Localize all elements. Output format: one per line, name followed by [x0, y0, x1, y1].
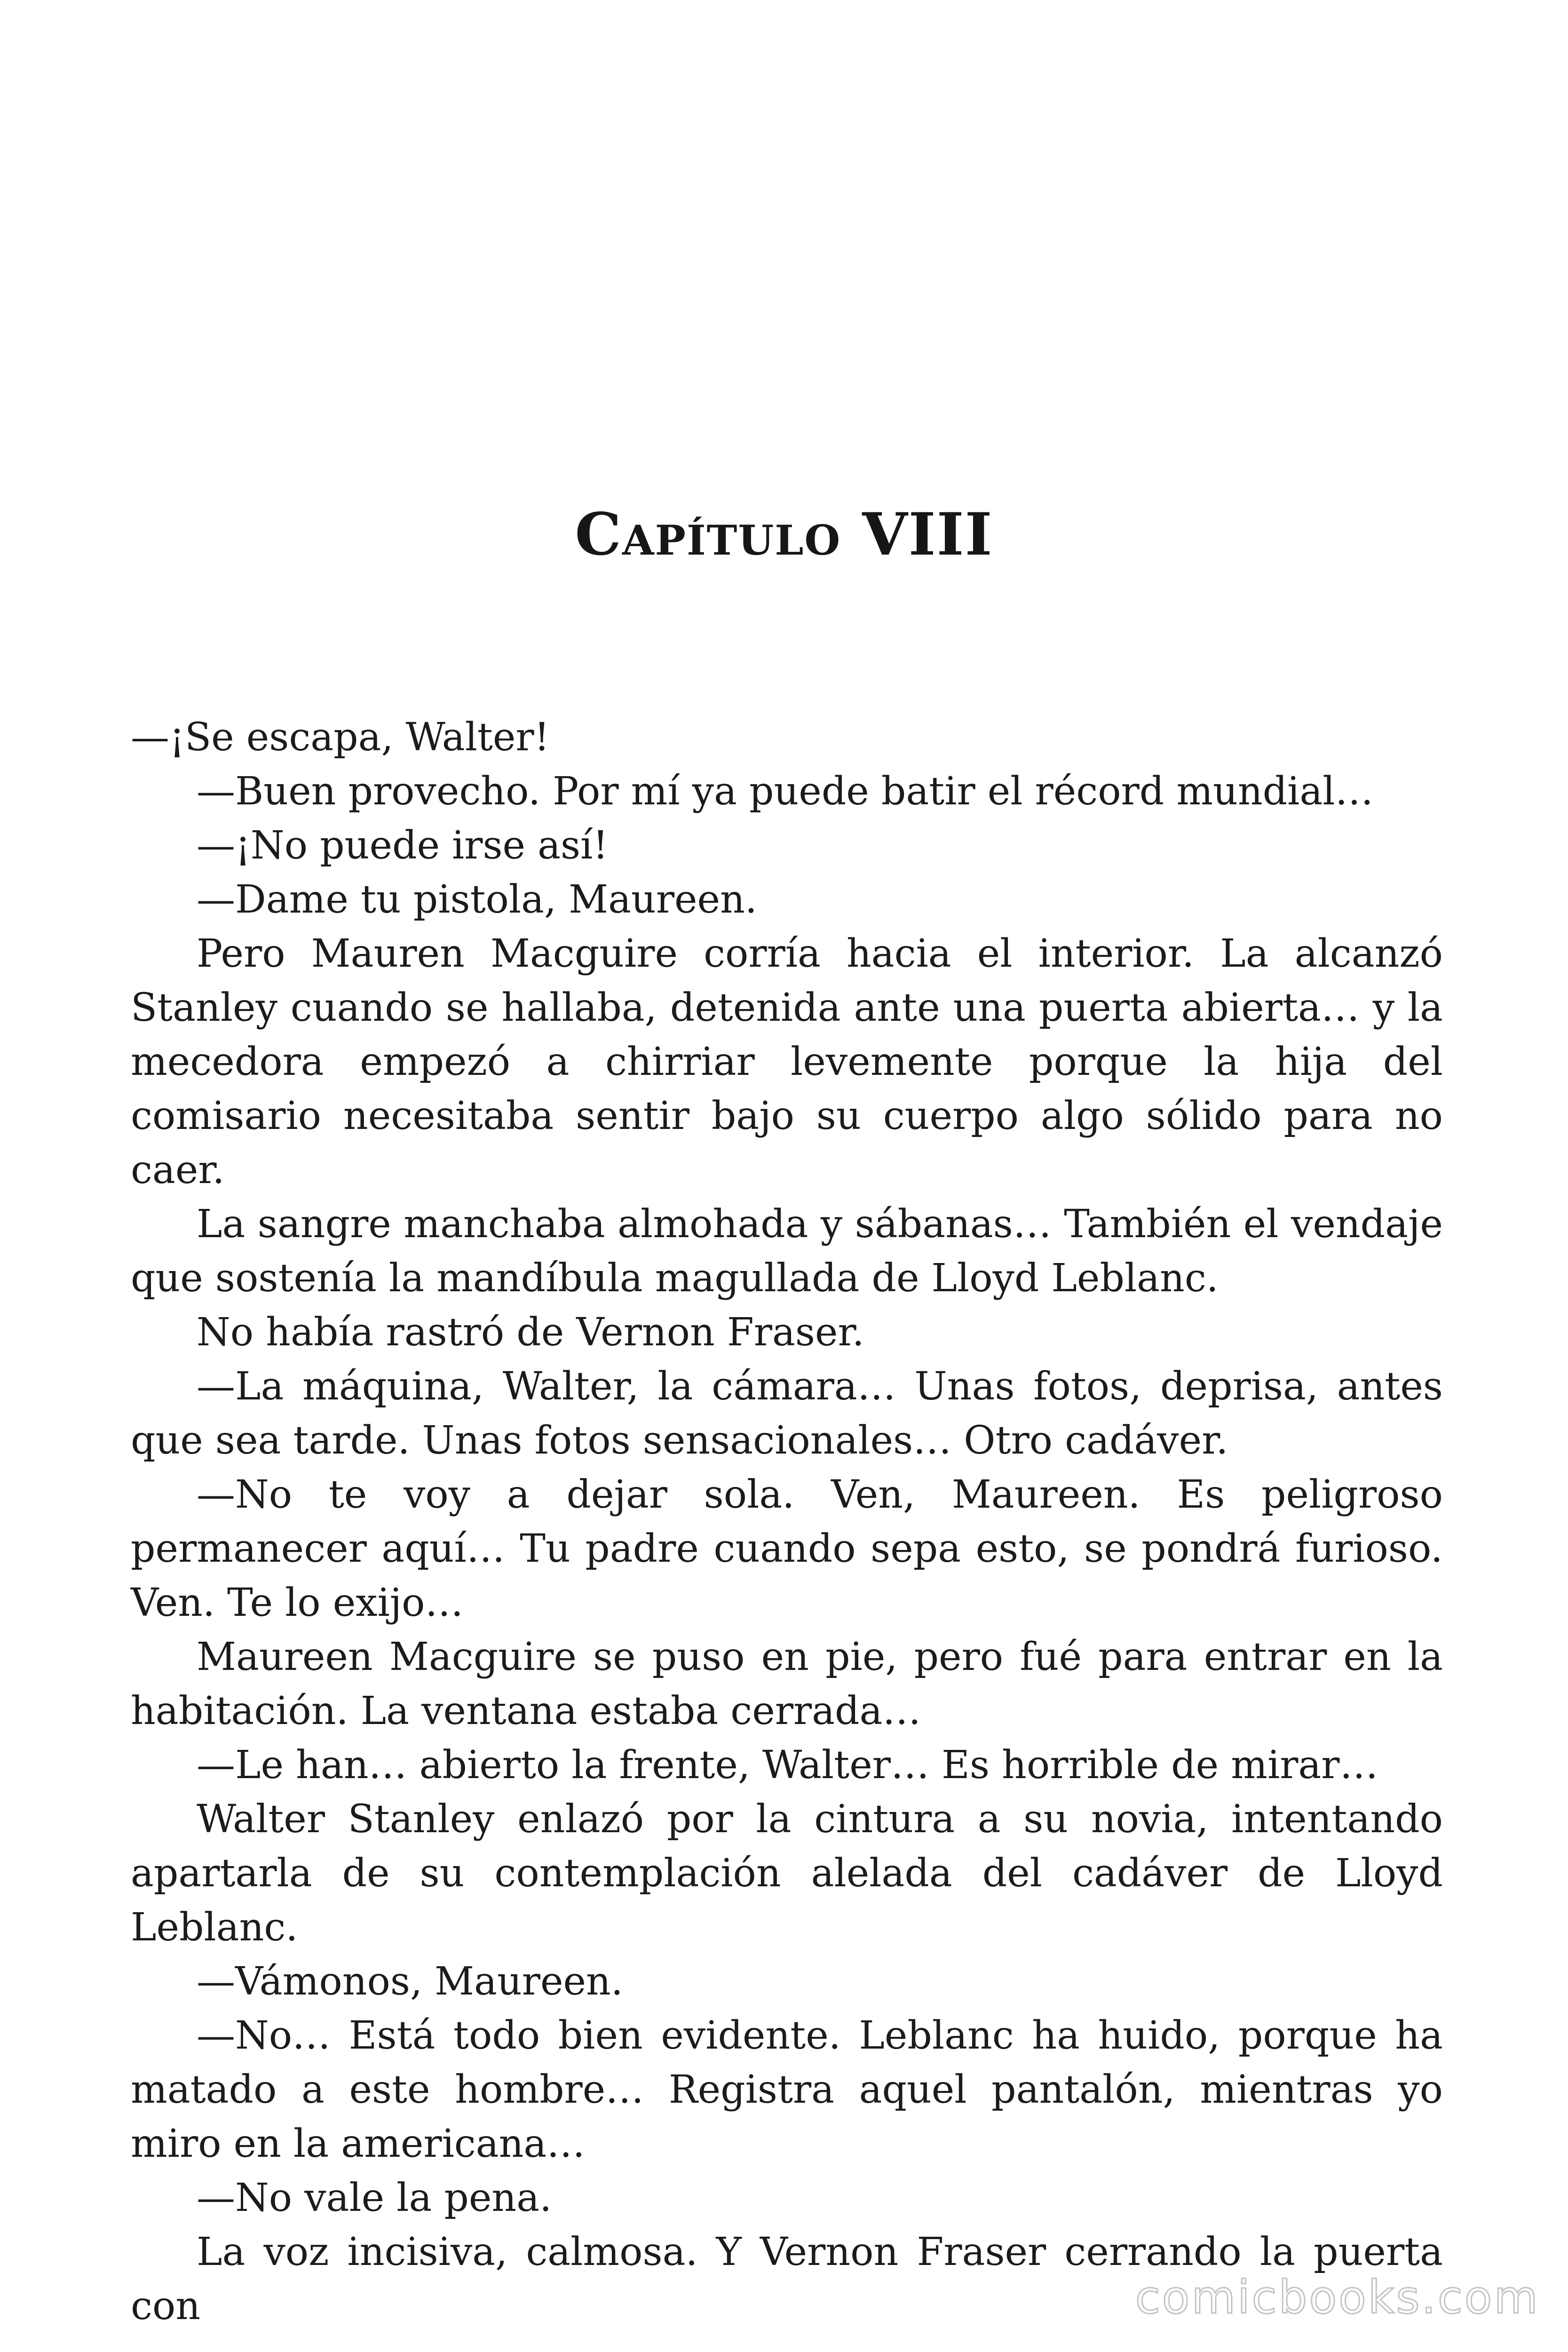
- paragraph: Maureen Macguire se puso en pie, pero fué para entrar en la habitación. La ventana estaba cerrada…: [131, 1635, 1443, 1733]
- watermark: comicbooks.com: [1135, 2271, 1540, 2324]
- paragraph: —¡No puede irse así!: [197, 823, 609, 868]
- paragraph: —No te voy a dejar sola. Ven, Maureen. Es peligroso permanecer aquí… Tu padre cuando sepa esto, se pondrá furioso. Ven. Te lo exijo…: [131, 1472, 1443, 1625]
- chapter-body: [131, 710, 1443, 2333]
- paragraph: —¡Se escapa, Walter!: [131, 715, 550, 760]
- paragraph: —Dame tu pistola, Maureen.: [197, 877, 757, 922]
- paragraph: La voz incisiva, calmosa. Y Vernon Fraser cerrando la puerta con: [131, 2230, 1443, 2328]
- paragraph: —Le han… abierto la frente, Walter… Es horrible de mirar…: [197, 1743, 1378, 1788]
- paragraph: —La máquina, Walter, la cámara… Unas fotos, deprisa, antes que sea tarde. Unas fotos sensacionales… Otro cadáver.: [131, 1364, 1443, 1463]
- paragraph: La sangre manchaba almohada y sábanas… También el vendaje que sostenía la mandíbula magullada de Lloyd Leblanc.: [131, 1202, 1443, 1301]
- paragraph: Walter Stanley enlazó por la cintura a su novia, intentando apartarla de su contemplación alelada del cadáver de Lloyd Leblanc.: [131, 1797, 1443, 1950]
- paragraph: —Buen provecho. Por mí ya puede batir el récord mundial…: [197, 769, 1374, 814]
- paragraph: —No… Está todo bien evidente. Leblanc ha huido, porque ha matado a este hombre… Registra aquel pantalón, mientras yo miro en la americana…: [131, 2013, 1443, 2166]
- paragraph: No había rastró de Vernon Fraser.: [197, 1310, 864, 1355]
- chapter-title: Capítulo VIII: [575, 501, 993, 569]
- paragraph: Pero Mauren Macguire corría hacia el interior. La alcanzó Stanley cuando se hallaba, detenida ante una puerta abierta… y la mecedora empezó a chirriar levemente porque la hija del comisario necesitaba sentir bajo su cuerpo algo sólido para no caer.: [131, 931, 1443, 1192]
- paragraph: —No vale la pena.: [197, 2176, 552, 2220]
- paragraph: —Vámonos, Maureen.: [197, 1959, 623, 2004]
